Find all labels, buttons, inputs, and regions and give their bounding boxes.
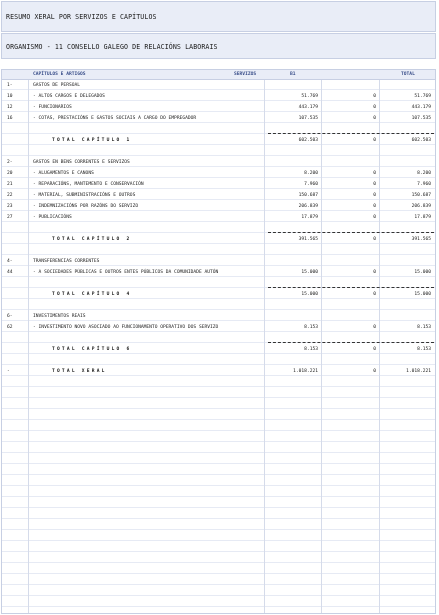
row-description: TOTAL CAPÍTULO 2 bbox=[52, 237, 132, 242]
row-value-total: 1.018.221 bbox=[406, 369, 431, 374]
row-value-total: 8.153 bbox=[417, 347, 431, 352]
table-row bbox=[2, 267, 435, 278]
table-row bbox=[2, 355, 435, 366]
row-value-servizo: 0 bbox=[373, 237, 376, 242]
row-value-servizo: 0 bbox=[373, 369, 376, 374]
report-title: RESUMO XERAL POR SERVIZOS E CAPÍTULOS bbox=[1, 1, 436, 32]
total-row bbox=[2, 289, 435, 300]
row-value-b1: 51.769 bbox=[301, 94, 318, 99]
row-value-total: 150.687 bbox=[411, 193, 431, 198]
row-value-b1: 8.153 bbox=[304, 325, 318, 330]
row-description: - A SOCIEDADES PÚBLICAS E OUTROS ENTES PÚBLICOS DA COMUNIDADE AUTÓN bbox=[33, 270, 219, 275]
row-description: TOTAL CAPÍTULO 4 bbox=[52, 292, 132, 297]
row-value-b1 bbox=[264, 80, 318, 91]
row-description: TOTAL CAPÍTULO 1 bbox=[52, 138, 132, 143]
row-description: - INDEMNIZACIÓNS POR RAZÓNS DO SERVIZO bbox=[33, 204, 139, 209]
row-value-total: 391.565 bbox=[411, 237, 431, 242]
chapter-row bbox=[2, 311, 435, 322]
row-description: TOTAL XERAL bbox=[52, 369, 107, 374]
table-header bbox=[2, 70, 435, 80]
row-description: - FUNCIONARIOS bbox=[33, 105, 72, 110]
row-value-b1: 443.179 bbox=[298, 105, 318, 110]
row-code: 16 bbox=[7, 116, 13, 121]
row-value-total: 206.839 bbox=[411, 204, 431, 209]
row-value-b1: 150.687 bbox=[298, 193, 318, 198]
row-value-total: 15.000 bbox=[414, 292, 431, 297]
row-description: - REPARACIÓNS, MANTEMENTO E CONSERVACIÓN bbox=[33, 182, 144, 187]
row-value-servizo: 0 bbox=[373, 105, 376, 110]
table-row bbox=[2, 190, 435, 201]
row-description: - COTAS, PRESTACIÓNS E GASTOS SOCIAIS A CARGO DO EMPREGADOR bbox=[33, 116, 197, 121]
row-value-b1 bbox=[264, 311, 318, 322]
row-value-total bbox=[380, 80, 431, 91]
row-description: - ALUGAMENTOS E CANONS bbox=[33, 171, 94, 176]
table-row bbox=[2, 322, 435, 333]
table-row bbox=[2, 245, 435, 256]
row-value-total bbox=[380, 256, 431, 267]
total-row bbox=[2, 135, 435, 146]
row-value-servizo: 0 bbox=[373, 116, 376, 121]
row-value-servizo: 0 bbox=[373, 347, 376, 352]
row-description: GASTOS DE PERSOAL bbox=[33, 83, 81, 88]
row-code: 1- bbox=[7, 83, 13, 88]
row-value-total: 51.769 bbox=[414, 94, 431, 99]
row-value-b1: 15.000 bbox=[301, 270, 318, 275]
subtotal-separator bbox=[268, 232, 434, 233]
row-code bbox=[7, 344, 29, 355]
row-code: 20 bbox=[7, 171, 13, 176]
table-row bbox=[2, 300, 435, 311]
row-description: INVESTIMENTOS REAIS bbox=[33, 314, 86, 319]
subtotal-separator bbox=[268, 287, 434, 288]
row-code: 62 bbox=[7, 325, 13, 330]
row-code bbox=[7, 234, 29, 245]
row-value-servizo: 0 bbox=[373, 325, 376, 330]
row-value-servizo: 0 bbox=[373, 182, 376, 187]
row-value-b1: 602.503 bbox=[298, 138, 318, 143]
row-value-servizo: 0 bbox=[373, 171, 376, 176]
row-value-servizo: 0 bbox=[373, 138, 376, 143]
row-description: TOTAL CAPÍTULO 6 bbox=[52, 347, 132, 352]
row-code: 27 bbox=[7, 215, 13, 220]
row-value-servizo: 0 bbox=[373, 193, 376, 198]
total-row bbox=[2, 366, 435, 377]
row-value-total: 443.179 bbox=[411, 105, 431, 110]
row-value-servizo: 0 bbox=[373, 270, 376, 275]
row-value-b1: 107.535 bbox=[298, 116, 318, 121]
row-value-total: 107.535 bbox=[411, 116, 431, 121]
row-code: 21 bbox=[7, 182, 13, 187]
row-code: 44 bbox=[7, 270, 13, 275]
organismo-label: ORGANISMO - 11 CONSELLO GALEGO DE RELACIÓNS LABORAIS bbox=[1, 33, 436, 59]
total-row bbox=[2, 344, 435, 355]
row-description: - ALTOS CARGOS E DELEGADOS bbox=[33, 94, 105, 99]
row-value-total: 8.200 bbox=[417, 171, 431, 176]
row-value-servizo bbox=[322, 80, 376, 91]
row-value-b1: 391.565 bbox=[298, 237, 318, 242]
row-description: TRANSFERENCIAS CORRENTES bbox=[33, 259, 100, 264]
table-row bbox=[2, 212, 435, 223]
row-value-b1: 8.200 bbox=[304, 171, 318, 176]
row-code: 12 bbox=[7, 105, 13, 110]
row-value-total: 8.153 bbox=[417, 325, 431, 330]
row-value-b1 bbox=[264, 157, 318, 168]
header-b1: B1 bbox=[290, 72, 296, 77]
row-value-servizo bbox=[322, 311, 376, 322]
table-row bbox=[2, 168, 435, 179]
row-description: - MATERIAL, SUBMINISTRACIÓNS E OUTROS bbox=[33, 193, 136, 198]
row-value-servizo: 0 bbox=[373, 204, 376, 209]
table-row bbox=[2, 201, 435, 212]
row-value-b1: 7.960 bbox=[304, 182, 318, 187]
table-row bbox=[2, 146, 435, 157]
row-code: 2- bbox=[7, 160, 13, 165]
row-description: GASTOS EN BENS CORRENTES E SERVIZOS bbox=[33, 160, 130, 165]
row-value-b1 bbox=[264, 256, 318, 267]
row-value-servizo bbox=[322, 157, 376, 168]
row-value-servizo: 0 bbox=[373, 94, 376, 99]
subtotal-separator bbox=[268, 133, 434, 134]
row-value-b1: 8.153 bbox=[304, 347, 318, 352]
total-row bbox=[2, 234, 435, 245]
row-value-b1: 17.879 bbox=[301, 215, 318, 220]
header-servizos: SERVIZOS bbox=[234, 72, 257, 77]
row-value-total bbox=[380, 311, 431, 322]
row-value-b1: 206.839 bbox=[298, 204, 318, 209]
chapter-row bbox=[2, 256, 435, 267]
chapter-row bbox=[2, 80, 435, 91]
table-row bbox=[2, 113, 435, 124]
row-code: 6- bbox=[7, 314, 13, 319]
header-capitulos: CAPÍTULOS E ARTIGOS bbox=[33, 72, 86, 77]
row-code: - bbox=[7, 369, 10, 374]
row-code bbox=[7, 289, 29, 300]
row-value-total: 17.879 bbox=[414, 215, 431, 220]
table-row bbox=[2, 91, 435, 102]
row-value-b1: 1.018.221 bbox=[293, 369, 318, 374]
table-row bbox=[2, 102, 435, 113]
chapter-row bbox=[2, 157, 435, 168]
row-value-servizo: 0 bbox=[373, 215, 376, 220]
row-value-b1: 15.000 bbox=[301, 292, 318, 297]
row-code: 10 bbox=[7, 94, 13, 99]
row-description: - INVESTIMENTO NOVO ASOCIADO AO FUNCIONAMENTO OPERATIVO DOS SERVIZO bbox=[33, 325, 219, 330]
subtotal-separator bbox=[268, 342, 434, 343]
row-value-total bbox=[380, 157, 431, 168]
summary-table bbox=[1, 69, 436, 614]
row-code: 23 bbox=[7, 204, 13, 209]
row-value-servizo: 0 bbox=[373, 292, 376, 297]
row-value-total: 15.000 bbox=[414, 270, 431, 275]
row-value-total: 7.960 bbox=[417, 182, 431, 187]
row-code: 22 bbox=[7, 193, 13, 198]
table-row bbox=[2, 179, 435, 190]
row-code: 4- bbox=[7, 259, 13, 264]
header-total: TOTAL bbox=[401, 72, 415, 77]
row-code bbox=[7, 135, 29, 146]
row-value-total: 602.503 bbox=[411, 138, 431, 143]
row-value-servizo bbox=[322, 256, 376, 267]
row-description: - PUBLICACIÓNS bbox=[33, 215, 72, 220]
